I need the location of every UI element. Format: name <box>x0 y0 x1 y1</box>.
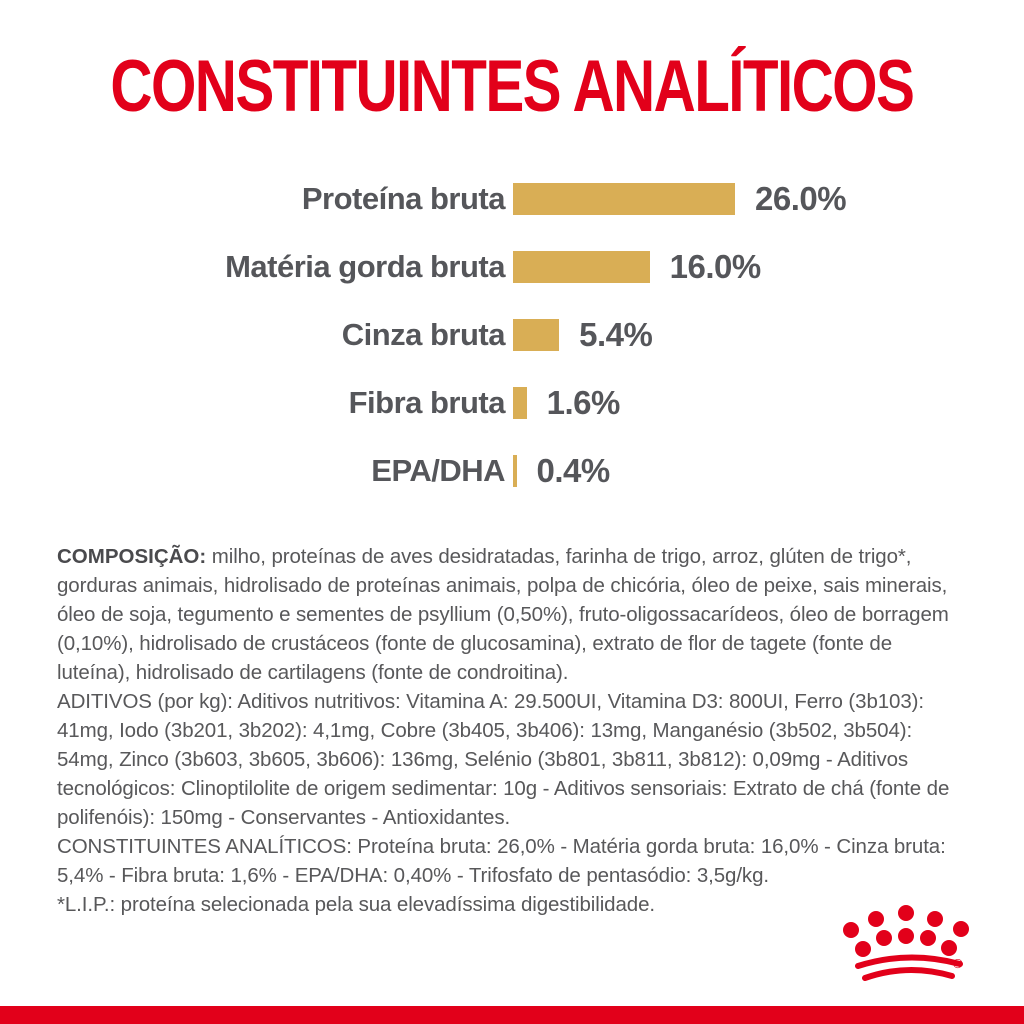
analytical-constituents-chart <box>0 179 1024 489</box>
bottom-red-bar <box>0 1006 1024 1024</box>
title-wrap <box>0 46 1024 128</box>
bar-label: Fibra bruta <box>348 384 505 420</box>
bar <box>513 319 559 351</box>
bar-label: Matéria gorda bruta <box>225 248 505 284</box>
bar-label: EPA/DHA <box>371 452 505 488</box>
chart-row <box>0 315 1024 353</box>
chart-row <box>0 383 1024 421</box>
bar <box>513 455 517 487</box>
composition-text-block <box>57 542 967 919</box>
additives-paragraph <box>57 687 967 832</box>
constituents-body: CONSTITUINTES ANALÍTICOS: Proteína bruta: 26,0% - Matéria gorda bruta: 16,0% - Cinza bruta: 5,4% - Fibra bruta: 1,6% - EPA/DHA: 0,40% - Trifosfato de pentasódio: 3,5g/kg. <box>57 835 946 887</box>
lip-body: *L.I.P.: proteína selecionada pela sua elevadíssima digestibilidade. <box>57 893 655 916</box>
bar-value: 5.4% <box>579 315 653 353</box>
bar <box>513 387 527 419</box>
bar-value: 16.0% <box>669 247 761 285</box>
composition-lead: COMPOSIÇÃO: <box>57 545 207 568</box>
composition-paragraph <box>57 542 967 687</box>
bar <box>513 251 650 283</box>
chart-row <box>0 179 1024 217</box>
bar-value: 0.4% <box>536 451 610 489</box>
registered-trademark-symbol: ® <box>953 956 963 971</box>
bar-value: 1.6% <box>546 383 620 421</box>
royal-canin-crown-icon <box>838 903 978 985</box>
bar <box>513 183 735 215</box>
bar-value: 26.0% <box>755 179 847 217</box>
chart-row <box>0 247 1024 285</box>
additives-body: ADITIVOS (por kg): Aditivos nutritivos: Vitamina A: 29.500UI, Vitamina D3: 800UI, Ferro (3b103): 41mg, Iodo (3b201, 3b202): 4,1mg, Cobre (3b405, 3b406): 13mg, Manganésio (3b502, 3b504): 54mg, Zinco (3b603, 3b605, 3b606): 136mg, Selénio (3b801, 3b811, 3b812): 0,09mg - Aditivos tecnológicos: Clinoptilolite de origem sedimentar: 10g - Aditivos sensoriais: Extrato de chá (fonte de polifenóis): 150mg - Conservantes - Antioxidantes. <box>57 690 950 829</box>
bar-label: Proteína bruta <box>301 180 505 216</box>
composition-body: milho, proteínas de aves desidratadas, farinha de trigo, arroz, glúten de trigo*, gorduras animais, hidrolisado de proteínas animais, polpa de chicória, óleo de peixe, sais minerais, óleo de soja, tegumento e sementes de psyllium (0,50%), fruto-oligossacarídeos, óleo de borragem (0,10%), hidrolisado de crustáceos (fonte de glucosamina), extrato de flor de tagete (fonte de luteína), hidrolisado de cartilagens (fonte de condroitina). <box>57 545 949 684</box>
lip-footnote-paragraph <box>57 890 967 919</box>
page-title: CONSTITUINTES ANALÍTICOS <box>110 46 914 127</box>
bar-label: Cinza bruta <box>341 316 505 352</box>
chart-row <box>0 451 1024 489</box>
analytical-constituents-paragraph <box>57 832 967 890</box>
